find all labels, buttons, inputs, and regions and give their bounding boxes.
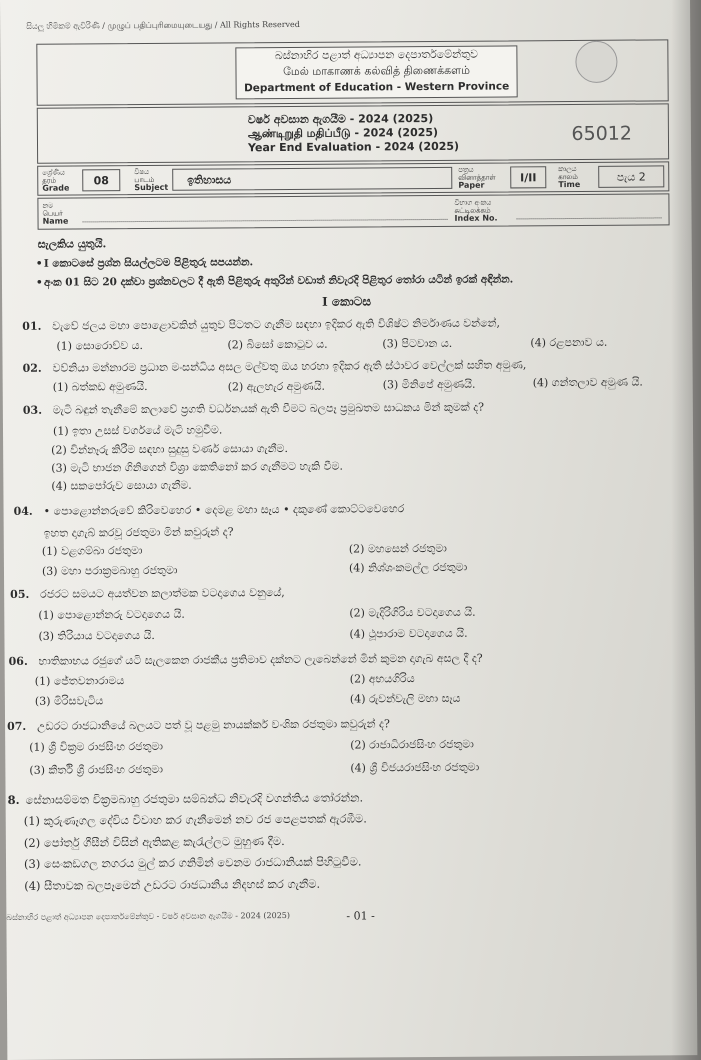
question-4: 04. • පොළොන්නරුවේ කිරිවෙහෙර • දෙමළ මහා සෑය • දකුණේ කොට්ටවෙහෙර: [13, 502, 405, 518]
q7-option-2: (2) රාජාධිරාජසිංහ රජතුමා: [350, 737, 474, 752]
question-7: 07. උඩරට රාජධානියේ බලයට පත් වූ පළමු නායක්කර් වංශික රජතුමා කවුරුන් ද?: [7, 717, 390, 733]
question-2: 02. වව්නියා මන්නාරම ප්‍රධාන මංසන්ධිය අසල මල්වතු ඔය හරහා ඉදිකර ඇති ස්ථාවර වෙල්ලක් සහිත අමුණ,: [22, 358, 527, 375]
name-label: නම பெயர் Name: [42, 201, 69, 226]
emblem-icon: [575, 41, 617, 83]
index-field-line: [517, 216, 662, 219]
q5-option-1: (1) පොළොන්නරු වටදාගෙය යි.: [38, 607, 185, 622]
q5-option-4: (4) ථූපාරාම වටදාගෙය යි.: [349, 626, 468, 641]
name-row: [37, 193, 669, 229]
q6-option-1: (1) ජේතවනාරාමය: [34, 674, 125, 688]
exam-english: Year End Evaluation - 2024 (2025): [247, 139, 460, 155]
q2-option-1: (1) බත්කඩ අමුණයි.: [52, 379, 148, 394]
paper-label: පත්‍රය வினாத்தாள் Paper: [458, 165, 496, 190]
department-english: Department of Education - Western Province: [244, 80, 510, 95]
q8-option-3: (3) සෙංකඩගල නගරය මුල් කර ගනිමින් වෙනම රාජධානියක් පිහිටුවීම.: [23, 854, 362, 871]
question-8: 8. සේනාසම්මත වික්‍රමබාහු රජතුමා සම්බන්ධ නිවැරදි වගන්තිය තෝරන්න.: [7, 790, 364, 807]
q1-option-4: (4) රළපනාව ය.: [530, 335, 608, 350]
exam-title-box: [37, 103, 669, 163]
instruction-2: •අංක 01 සිට 20 දක්වා ප්‍රශ්නවලට දී ඇති පිළිතුරු අතුරින් වඩාත් නිවැරදි පිළිතුර තෝරා යටින් ඉරක් අඳින්න.: [35, 273, 514, 289]
footer-text: බස්නාහිර පළාත් අධ්‍යාපන දෙපාර්තමේන්තුව - වර්ෂ අවසාන ඇගයීම - 2024 (2025): [6, 910, 291, 922]
q2-option-3: (3) මිනිපේ අමුණයි.: [382, 377, 476, 392]
department-sinhala: බස්නාහිර පළාත් අධ්‍යාපන දෙපාර්තමේන්තුව: [274, 47, 478, 63]
q5-option-3: (3) තිරියාය වටදාගෙය යි.: [38, 628, 155, 643]
time-value: පැය 2: [598, 165, 664, 187]
q5-option-2: (2) මැදිරිගිරිය වටදාගෙය යි.: [349, 605, 476, 620]
name-field-line: [83, 218, 448, 223]
grade-label: ශ්‍රේණිය தரம் Grade: [42, 168, 70, 193]
q3-option-4: (4) සකපෝරුව සොයා ගැනීම.: [51, 478, 192, 493]
q7-option-4: (4) ශ්‍රී විජයරාජසිංහ රජතුමා: [350, 760, 480, 775]
copyright-text: සියලු හිමිකම් ඇවිරිණි / முழுப் பதிப்புரிமையுடையது / All Rights Reserved: [26, 19, 300, 31]
q1-option-3: (3) පිටවාන ය.: [382, 336, 453, 351]
exam-tamil: ஆண்டிறுதி மதிப்பீடு - 2024 (2025): [247, 125, 439, 141]
q6-option-4: (4) රුවන්වැලි මහා සෑය: [349, 691, 461, 706]
q3-option-2: (2) වින්නෑරු කිරීම සඳහා සුදුසු වර්ණ සොයා ගැනීම.: [51, 442, 288, 457]
q4-option-4: (4) නිශ්ශංකමල්ල රජතුමා: [348, 560, 468, 575]
q1-option-2: (2) බිසෝ කොටුව ය.: [227, 337, 328, 352]
question-1: 01. වැවේ ජලය මහා පොළොවකින් යුතුව පිටතට ගැනීම සඳහා ඉදිකර ඇති විශිෂ්ට නිර්මාණය වන්නේ,: [22, 316, 501, 333]
q8-option-4: (4) සීතාවක බලපෑමෙන් උඩරට රාජධානිය නිදහස් කර ගැනීම.: [24, 876, 321, 893]
question-3: 03. මැටි බඳුන් තැනීමේ කලාවේ ප්‍රගති වර්ධනයක් ඇති වීමට බලපෑ ප්‍රමුඛතම සාධකය මින් කුමක් ද?: [22, 400, 485, 417]
q6-option-3: (3) මිරිසවැටිය: [34, 694, 104, 708]
instructions-title: සැලකිය යුතුයි.: [37, 237, 107, 251]
q7-option-1: (1) ශ්‍රී වික්‍රම රාජසිංහ රජතුමා: [29, 739, 164, 754]
instruction-1: •I කොටසේ ප්‍රශ්න සියල්ලටම පිළිතුරු සපයන්න.: [35, 256, 254, 270]
info-row: [37, 161, 669, 195]
grade-value: 08: [82, 169, 120, 191]
q4-option-2: (2) මහසෙන් රජතුමා: [348, 541, 447, 556]
q8-option-2: (2) පෝර්තු ගීසීන් විසින් ඇතිකළ කැරැල්ලට මුහුණ දීම.: [23, 834, 285, 850]
q3-option-1: (1) ඉතා උසස් වර්ගයේ මැටි හමුවීම.: [52, 423, 223, 438]
q1-option-1: (1) සොරොව්ව ය.: [56, 339, 144, 353]
header-box: [36, 39, 668, 105]
page-number: - 01 -: [346, 909, 375, 923]
q4-option-1: (1) වළගම්බා රජතුමා: [41, 544, 143, 558]
q7-option-3: (3) කීර්ති ශ්‍රී රාජසිංහ රජතුමා: [29, 762, 163, 777]
department-tamil: மேல் மாகாணக் கல்வித் திணைக்களம்: [283, 63, 470, 79]
subject-label: විෂය பாடம் Subject: [134, 167, 169, 193]
question-5: 05. රජරට සමයට අයත්වන කලාත්මක වටදාගෙය වනුයේ,: [10, 586, 285, 601]
q4-option-3: (3) මහා පරාක්‍රමබාහු රජතුමා: [41, 563, 178, 578]
q3-option-3: (3) මැටි භාජන ගිනිගෙන් විශ්‍රා කෙතිනෝ කර ගැනීමට හැකි වීම.: [51, 459, 344, 475]
serial-number: 65012: [571, 122, 633, 146]
q8-option-1: (1) කුරුණෑගල දේවිය විවාහ කර ගැනීමෙන් නව රජ පෙළපතක් ඇරඹීම.: [23, 811, 367, 828]
time-label: කාලය காலம் Time: [558, 164, 581, 190]
question-6: 06. භාතිකාභය රජුගේ යටි සැලකෙන රාජකීය ප්‍රතිමාව දක්නට ලැබෙන්නේ මින් කුමන දාගැබ අසල දී ද?: [8, 651, 483, 668]
page-edge-shadow: [671, 0, 701, 1060]
exam-sinhala: වර්ෂ අවසාන ඇගයීම - 2024 (2025): [247, 111, 434, 127]
q2-option-4: (4) ගන්තලාව අමුණ යි.: [532, 375, 643, 390]
index-label: විභාග අංකය சுட்டிலக்கம் Index No.: [454, 198, 498, 223]
q6-option-2: (2) අභයගිරිය: [349, 672, 415, 686]
q2-option-2: (2) ඇලහැර අමුණයි.: [227, 379, 326, 394]
section-title: I කොටස: [322, 294, 372, 309]
paper-value: I/II: [510, 166, 546, 188]
department-title: [235, 45, 517, 99]
question-4-prompt: ඉහත දාගැබ් කරවූ රජතුමා මින් කවුරුන් ද?: [43, 525, 234, 540]
subject-value: ඉතිහාසය: [172, 167, 452, 191]
